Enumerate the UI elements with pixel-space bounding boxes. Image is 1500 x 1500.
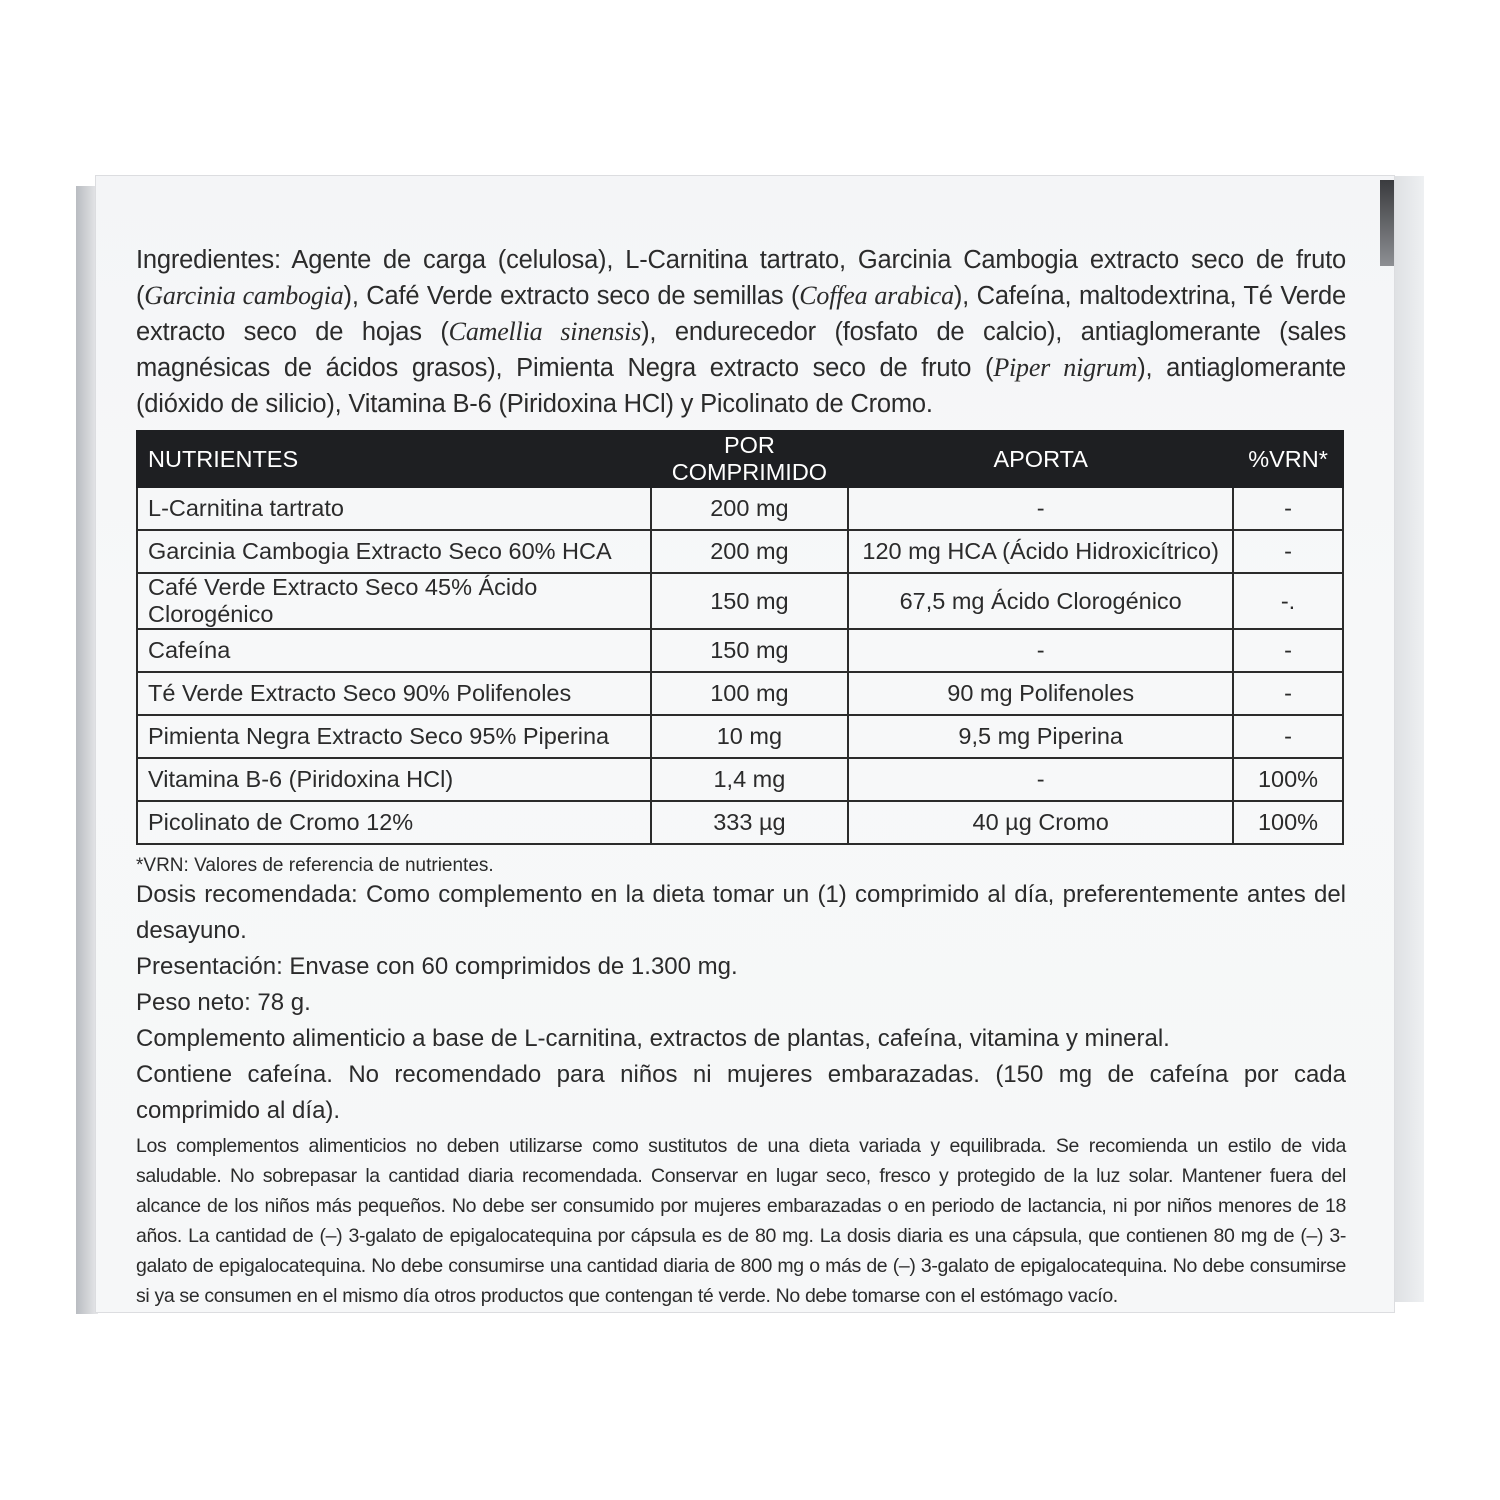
table-row (137, 801, 1343, 844)
cell-nutriente: Vitamina B-6 (Piridoxina HCl) (137, 758, 651, 801)
cell-nutriente: Pimienta Negra Extracto Seco 95% Piperina (137, 715, 651, 758)
cell-aporta: 9,5 mg Piperina (848, 715, 1233, 758)
table-row (137, 629, 1343, 672)
cell-por-comprimido: 150 mg (651, 629, 849, 672)
ingredients-text-part: Ingredientes: Agente de carga (celulosa), L-Carnitina tartrato, Garcinia Cambogia extracto seco de fruto ( (136, 246, 1346, 310)
table-row (137, 715, 1343, 758)
dosis-recomendada: Dosis recomendada: Como complemento en la dieta tomar un (1) comprimido al día, preferentemente antes del desayuno. (136, 881, 1346, 944)
header-aporta: APORTA (848, 431, 1233, 487)
nutrition-table (136, 430, 1344, 845)
cell-por-comprimido: 150 mg (651, 573, 849, 629)
ingredients-text-part: ), endurecedor (fosfato de calcio), antiaglomerante (sales magnésicas de ácidos grasos), Pimienta Negra extracto seco de fruto ( (136, 318, 1346, 382)
header-nutrientes: NUTRIENTES (137, 431, 651, 487)
cell-vrn: -. (1233, 573, 1343, 629)
table-row (137, 672, 1343, 715)
table-header-row (137, 431, 1343, 487)
cell-por-comprimido: 1,4 mg (651, 758, 849, 801)
cell-vrn: - (1233, 629, 1343, 672)
cell-por-comprimido: 10 mg (651, 715, 849, 758)
cell-nutriente: L-Carnitina tartrato (137, 487, 651, 530)
cell-aporta: - (848, 758, 1233, 801)
cell-vrn: - (1233, 715, 1343, 758)
cell-por-comprimido: 200 mg (651, 487, 849, 530)
cell-vrn: 100% (1233, 758, 1343, 801)
cell-aporta: 90 mg Polifenoles (848, 672, 1233, 715)
cell-aporta: - (848, 487, 1233, 530)
cell-aporta: - (848, 629, 1233, 672)
ingredients-latin-name: Piper nigrum (993, 353, 1138, 382)
label-content (136, 242, 1346, 1311)
ingredients-latin-name: Garcinia cambogia (144, 281, 344, 310)
header-por-comprimido: POR COMPRIMIDO (651, 431, 849, 487)
cell-vrn: - (1233, 672, 1343, 715)
table-row (137, 487, 1343, 530)
cell-vrn: - (1233, 530, 1343, 573)
vrn-footnote: *VRN: Valores de referencia de nutrientes. (136, 855, 494, 876)
cell-nutriente: Cafeína (137, 629, 651, 672)
advertencias: Los complementos alimenticios no deben utilizarse como sustitutos de una dieta variada y equilibrada. Se recomienda un estilo de vida saludable. No sobrepasar la cantidad diaria recomendada. Conservar en lugar seco, fresco y protegido de la luz solar. Mantener fuera del alcance de los niños más pequeños. No debe ser consumido por mujeres embarazadas o en periodo de lactancia, ni por niños menores de 18 años. La cantidad de (–) 3-galato de epigalocatequina por cápsula es de 80 mg. La dosis diaria es una cápsula, que contienen 80 mg de (–) 3-galato de epigalocatequina. No debe consumirse una cantidad diaria de 800 mg o más de (–) 3-galato de epigalocatequina. No debe consumirse si ya se consumen en el mismo día otros productos que contengan té verde. No debe tomarse con el estómago vacío. (136, 1135, 1346, 1307)
table-row (137, 573, 1343, 629)
cell-por-comprimido: 333 µg (651, 801, 849, 844)
ingredients-text (136, 242, 1346, 422)
cell-aporta: 40 µg Cromo (848, 801, 1233, 844)
cell-vrn: 100% (1233, 801, 1343, 844)
cell-aporta: 120 mg HCA (Ácido Hidroxicítrico) (848, 530, 1233, 573)
presentacion: Presentación: Envase con 60 comprimidos de 1.300 mg. (136, 953, 738, 980)
table-row (137, 530, 1343, 573)
cell-nutriente: Garcinia Cambogia Extracto Seco 60% HCA (137, 530, 651, 573)
ingredients-latin-name: Camellia sinensis (448, 317, 642, 346)
ingredients-text-part: ), antiaglomerante (dióxido de silicio), Vitamina B-6 (Piridoxina HCl) y Picolinato de Cromo. (136, 354, 1347, 418)
cell-por-comprimido: 100 mg (651, 672, 849, 715)
cell-por-comprimido: 200 mg (651, 530, 849, 573)
cell-nutriente: Café Verde Extracto Seco 45% Ácido Clorogénico (137, 573, 651, 629)
nutrition-table-body (137, 487, 1343, 844)
ingredients-latin-name: Coffea arabica (799, 281, 954, 310)
box-left-edge (76, 186, 98, 1314)
cell-nutriente: Picolinato de Cromo 12% (137, 801, 651, 844)
ingredients-text-part: ), Café Verde extracto seco de semillas ( (343, 282, 800, 310)
cafeina-aviso: Contiene cafeína. No recomendado para niños ni mujeres embarazadas. (150 mg de cafeína por cada comprimido al día). (136, 1061, 1346, 1124)
complemento-descripcion: Complemento alimenticio a base de L-carnitina, extractos de plantas, cafeína, vitamina y mineral. (136, 1025, 1170, 1052)
cell-nutriente: Té Verde Extracto Seco 90% Polifenoles (137, 672, 651, 715)
peso-neto: Peso neto: 78 g. (136, 989, 311, 1016)
cell-vrn: - (1233, 487, 1343, 530)
ingredients-text-part: ), Cafeína, maltodextrina, Té Verde extracto seco de hojas ( (136, 282, 1346, 346)
cell-aporta: 67,5 mg Ácido Clorogénico (848, 573, 1233, 629)
table-row (137, 758, 1343, 801)
header-vrn: %VRN* (1233, 431, 1343, 487)
box-flap-shadow (1380, 180, 1394, 266)
